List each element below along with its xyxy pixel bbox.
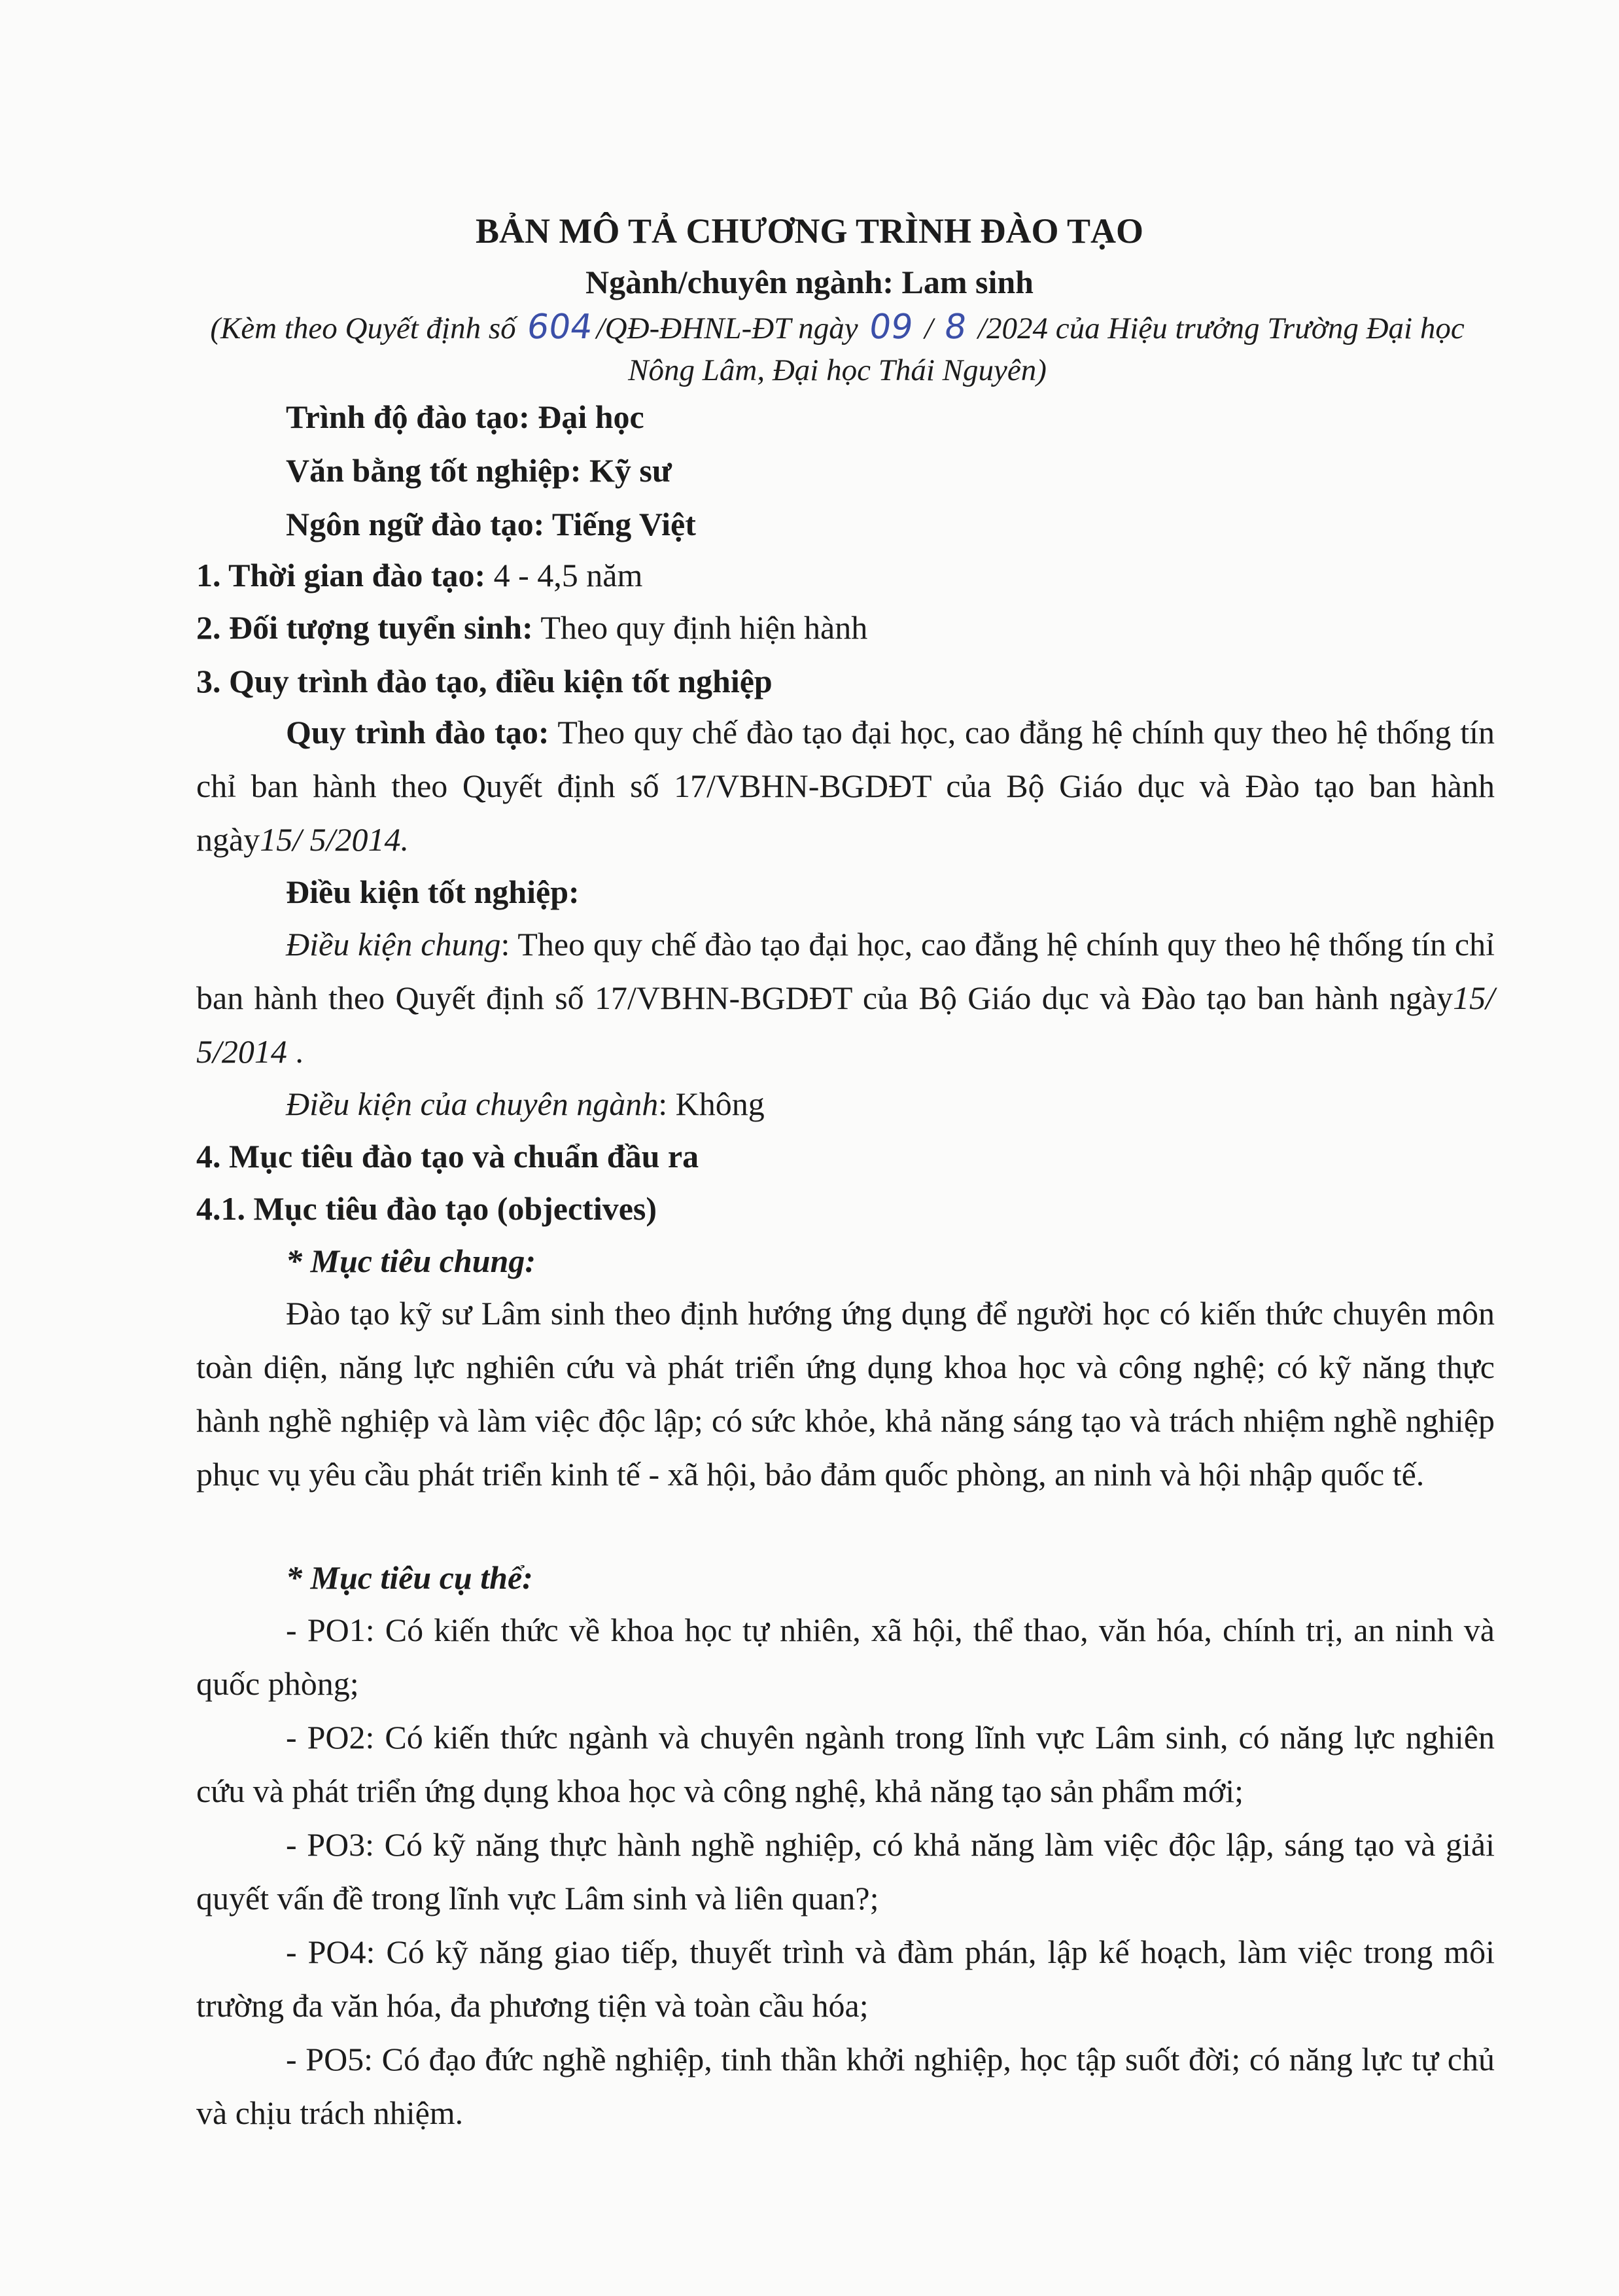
section-3-heading: 3. Quy trình đào tạo, điều kiện tốt nghiệp	[196, 663, 773, 699]
section-1-value: 4 - 4,5 năm	[485, 557, 643, 593]
training-process-paragraph	[196, 705, 1495, 866]
decree-suffix: /2024 của Hiệu trưởng Trường Đại học	[970, 311, 1465, 345]
objective-po2: - PO2: Có kiến thức ngành và chuyên ngành trong lĩnh vực Lâm sinh, có năng lực nghiên cứu và phát triển ứng dụng khoa học và công nghệ, khả năng tạo sản phẩm mới;	[196, 1719, 1495, 1809]
major-conditions-value: : Không	[658, 1086, 765, 1122]
general-conditions-text: : Theo quy chế đào tạo đại học, cao đẳng hệ chính quy theo hệ thống tín chỉ ban hành theo Quyết định số 17/VBHN-BGDĐT của Bộ Giáo dục và Đào tạo ban hành ngày	[196, 926, 1495, 1016]
major-conditions	[286, 1077, 765, 1131]
section-1-label: 1. Thời gian đào tạo:	[196, 557, 486, 593]
section-1-duration	[196, 548, 642, 602]
objective-po4: - PO4: Có kỹ năng giao tiếp, thuyết trình và đàm phán, lập kế hoạch, làm việc trong môi trường đa văn hóa, đa phương tiện và toàn cầu hóa;	[196, 1934, 1495, 2024]
general-conditions-date: 15/ 5/2014	[196, 980, 1495, 1070]
section-2-label: 2. Đối tượng tuyển sinh:	[196, 609, 533, 646]
training-language: Ngôn ngữ đào tạo: Tiếng Việt	[286, 506, 696, 542]
section-2-value: Theo quy định hiện hành	[532, 609, 868, 646]
objective-po1: - PO1: Có kiến thức về khoa học tự nhiên, xã hội, thể thao, văn hóa, chính trị, an ninh và quốc phòng;	[196, 1612, 1495, 1702]
objective-po5: - PO5: Có đạo đức nghề nghiệp, tinh thần khởi nghiệp, học tập suốt đời; có năng lực tự chủ và chịu trách nhiệm.	[196, 2041, 1495, 2131]
handwritten-month: 8	[941, 308, 969, 347]
graduation-conditions-heading: Điều kiện tốt nghiệp:	[286, 874, 580, 910]
general-objective-text: Đào tạo kỹ sư Lâm sinh theo định hướng ứng dụng để người học có kiến thức chuyên môn toàn diện, năng lực nghiên cứu và phát triển ứng dụng khoa học và công nghệ; có kỹ năng thực hành nghề nghiệp và làm việc độc lập; có sức khỏe, khả năng sáng tạo và trách nhiệm nghề nghiệp phục vụ yêu cầu phát triển kinh tế - xã hội, bảo đảm quốc phòng, an ninh và hội nhập quốc tế.	[196, 1295, 1495, 1492]
degree-type: Văn bằng tốt nghiệp: Kỹ sư	[286, 452, 672, 489]
objective-po3: - PO3: Có kỹ năng thực hành nghề nghiệp, có khả năng làm việc độc lập, sáng tạo và giải quyết vấn đề trong lĩnh vực Lâm sinh và liên quan?;	[196, 1826, 1495, 1916]
section-2-admission	[196, 601, 867, 654]
handwritten-day: 09	[867, 308, 916, 347]
training-process-date: 15/ 5/2014.	[260, 821, 409, 858]
decree-sep: /	[916, 311, 941, 345]
general-conditions-paragraph	[196, 917, 1495, 1078]
training-level: Trình độ đào tạo: Đại học	[286, 398, 644, 435]
general-conditions-label: Điều kiện chung	[286, 926, 501, 963]
section-4-heading: 4. Mục tiêu đào tạo và chuẩn đầu ra	[196, 1138, 699, 1174]
training-process-label: Quy trình đào tạo:	[286, 714, 549, 751]
general-conditions-end: .	[287, 1033, 304, 1070]
decree-prefix: (Kèm theo Quyết định số	[210, 311, 524, 345]
major-conditions-label: Điều kiện của chuyên ngành	[286, 1086, 659, 1122]
training-process-text: Theo quy chế đào tạo đại học, cao đẳng hệ chính quy theo hệ thống tín chỉ ban hành theo Quyết định số 17/VBHN-BGDĐT của Bộ Giáo dục và Đào tạo ban hành ngày	[196, 714, 1495, 858]
section-4-1-heading: 4.1. Mục tiêu đào tạo (objectives)	[196, 1190, 657, 1227]
decree-line2: Nông Lâm, Đại học Thái Nguyên)	[628, 353, 1047, 387]
specific-objective-label: * Mục tiêu cụ thể:	[286, 1559, 533, 1596]
document-title: BẢN MÔ TẢ CHƯƠNG TRÌNH ĐÀO TẠO	[475, 211, 1144, 251]
general-objective-label: * Mục tiêu chung:	[286, 1243, 536, 1279]
major-heading: Ngành/chuyên ngành: Lam sinh	[585, 264, 1034, 300]
handwritten-decree-number: 604	[525, 308, 595, 347]
decree-reference	[196, 306, 1478, 391]
decree-mid: /QĐ-ĐHNL-ĐT ngày	[596, 311, 866, 345]
